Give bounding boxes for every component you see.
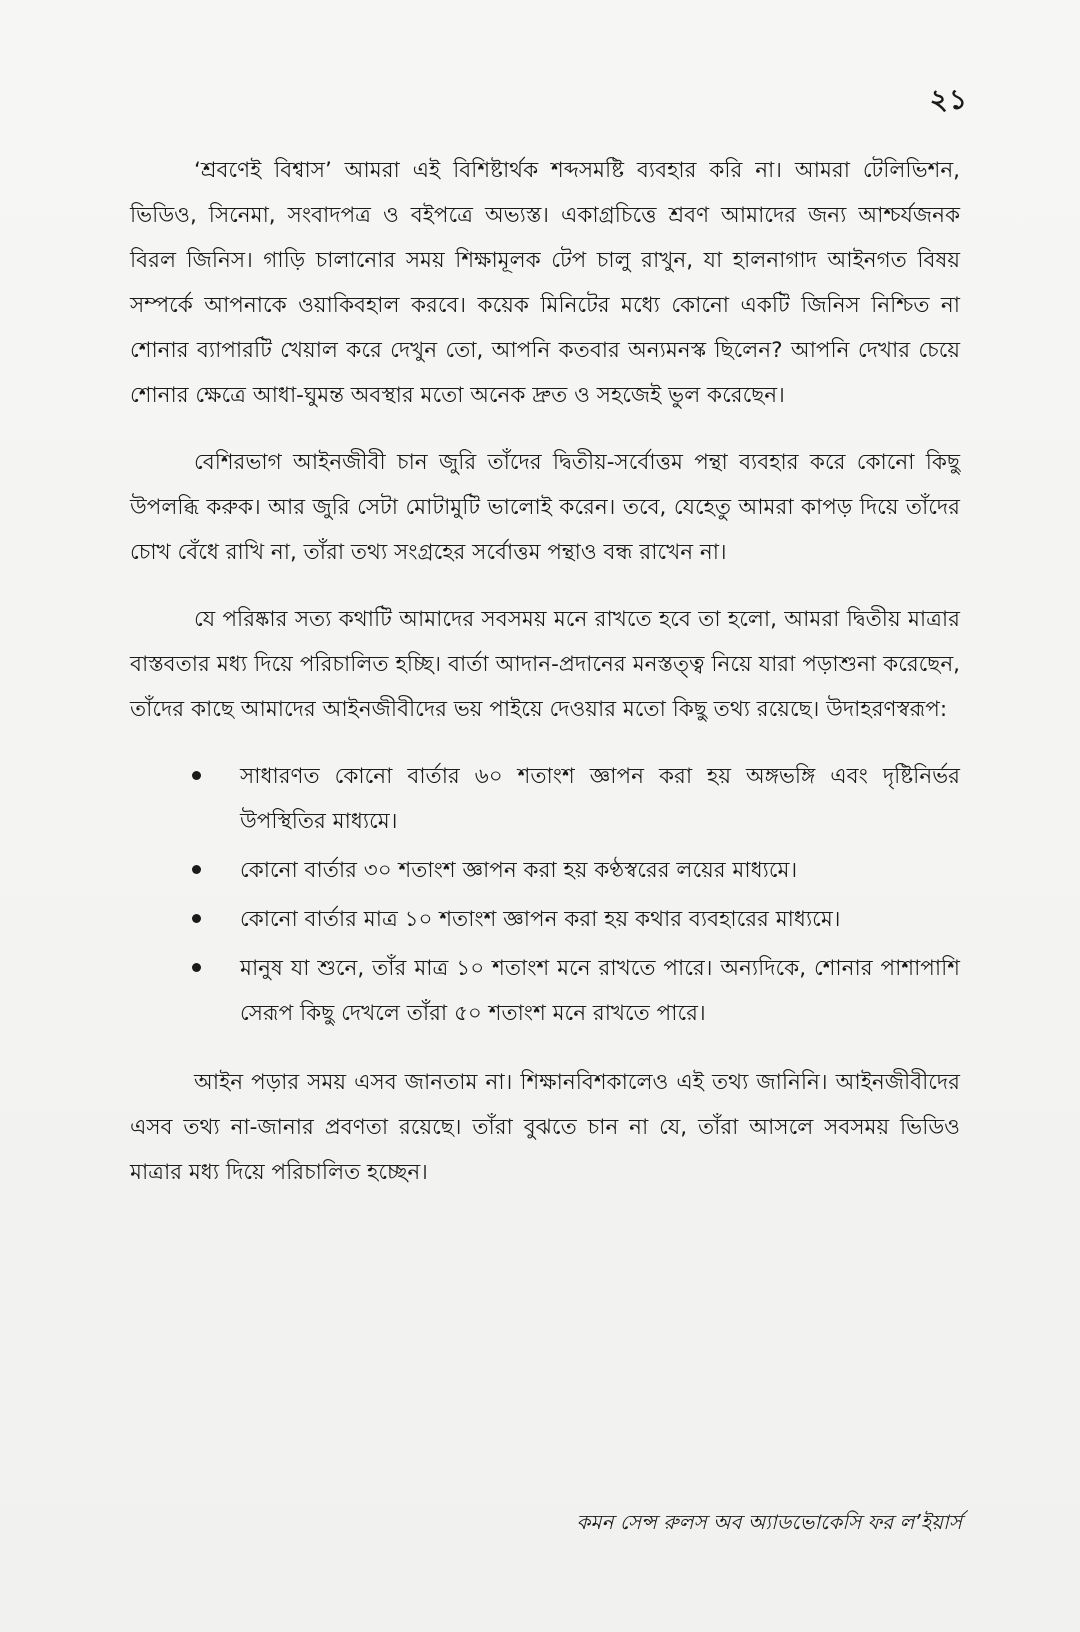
paragraph-1: ‘শ্রবণেই বিশ্বাস’ আমরা এই বিশিষ্টার্থক শব্দসমষ্টি ব্যবহার করি না। আমরা টেলিভিশন, ভিডিও, সিনেমা, সংবাদপত্র ও বইপত্রে অভ্যস্ত। একাগ্রচিত্তে শ্রবণ আমাদের জন্য আশ্চর্যজনক বিরল জিনিস। গাড়ি চালানোর সময় শিক্ষামূলক টেপ চালু রাখুন, যা হালনাগাদ আইনগত বিষয় সম্পর্কে আপনাকে ওয়াকিবহাল করবে। কয়েক মিনিটের মধ্যে কোনো একটি জিনিস নিশ্চিত না শোনার ব্যাপারটি খেয়াল করে দেখুন তো, আপনি কতবার অন্যমনস্ক ছিলেন? আপনি দেখার চেয়ে শোনার ক্ষেত্রে আধা-ঘুমন্ত অবস্থার মতো অনেক দ্রুত ও সহজেই ভুল করেছেন। xyxy=(130,158,960,408)
bullet-list xyxy=(130,754,960,1036)
bullet-dot-icon xyxy=(192,914,201,923)
list-item xyxy=(130,754,960,844)
list-item xyxy=(130,897,960,942)
list-item-text: সাধারণত কোনো বার্তার ৬০ শতাংশ জ্ঞাপন করা হয় অঙ্গভঙ্গি এবং দৃষ্টিনির্ভর উপস্থিতির মাধ্যমে। xyxy=(240,764,960,834)
list-item-text: কোনো বার্তার মাত্র ১০ শতাংশ জ্ঞাপন করা হয় কথার ব্যবহারের মাধ্যমে। xyxy=(240,907,841,932)
list-item-text: কোনো বার্তার ৩০ শতাংশ জ্ঞাপন করা হয় কণ্ঠস্বরের লয়ের মাধ্যমে। xyxy=(240,858,798,883)
page-number: ২১ xyxy=(929,83,968,116)
paragraph-3: যে পরিষ্কার সত্য কথাটি আমাদের সবসময় মনে রাখতে হবে তা হলো, আমরা দ্বিতীয় মাত্রার বাস্তবতার মধ্য দিয়ে পরিচালিত হচ্ছি। বার্তা আদান-প্রদানের মনস্তত্ত্ব নিয়ে যারা পড়াশুনা করেছেন, তাঁদের কাছে আমাদের আইনজীবীদের ভয় পাইয়ে দেওয়ার মতো কিছু তথ্য রয়েছে। উদাহরণস্বরূপ: xyxy=(130,607,960,722)
running-footer: কমন সেন্স রুলস অব অ্যাডভোকেসি ফর ল’ইয়ার্স xyxy=(576,1510,962,1534)
bullet-dot-icon xyxy=(192,865,201,874)
bullet-dot-icon xyxy=(192,771,201,780)
list-item xyxy=(130,946,960,1036)
paragraph-4: আইন পড়ার সময় এসব জানতাম না। শিক্ষানবিশকালেও এই তথ্য জানিনি। আইনজীবীদের এসব তথ্য না-জানার প্রবণতা রয়েছে। তাঁরা বুঝতে চান না যে, তাঁরা আসলে সবসময় ভিডিও মাত্রার মধ্য দিয়ে পরিচালিত হচ্ছেন। xyxy=(130,1070,960,1185)
page-body xyxy=(130,148,960,1217)
paragraph-2: বেশিরভাগ আইনজীবী চান জুরি তাঁদের দ্বিতীয়-সর্বোত্তম পন্থা ব্যবহার করে কোনো কিছু উপলব্ধি করুক। আর জুরি সেটা মোটামুটি ভালোই করেন। তবে, যেহেতু আমরা কাপড় দিয়ে তাঁদের চোখ বেঁধে রাখি না, তাঁরা তথ্য সংগ্রহের সর্বোত্তম পন্থাও বন্ধ রাখেন না। xyxy=(130,450,960,565)
bullet-dot-icon xyxy=(192,963,201,972)
list-item-text: মানুষ যা শুনে, তাঁর মাত্র ১০ শতাংশ মনে রাখতে পারে। অন্যদিকে, শোনার পাশাপাশি সেরূপ কিছু দেখলে তাঁরা ৫০ শতাংশ মনে রাখতে পারে। xyxy=(240,956,960,1026)
list-item xyxy=(130,848,960,893)
